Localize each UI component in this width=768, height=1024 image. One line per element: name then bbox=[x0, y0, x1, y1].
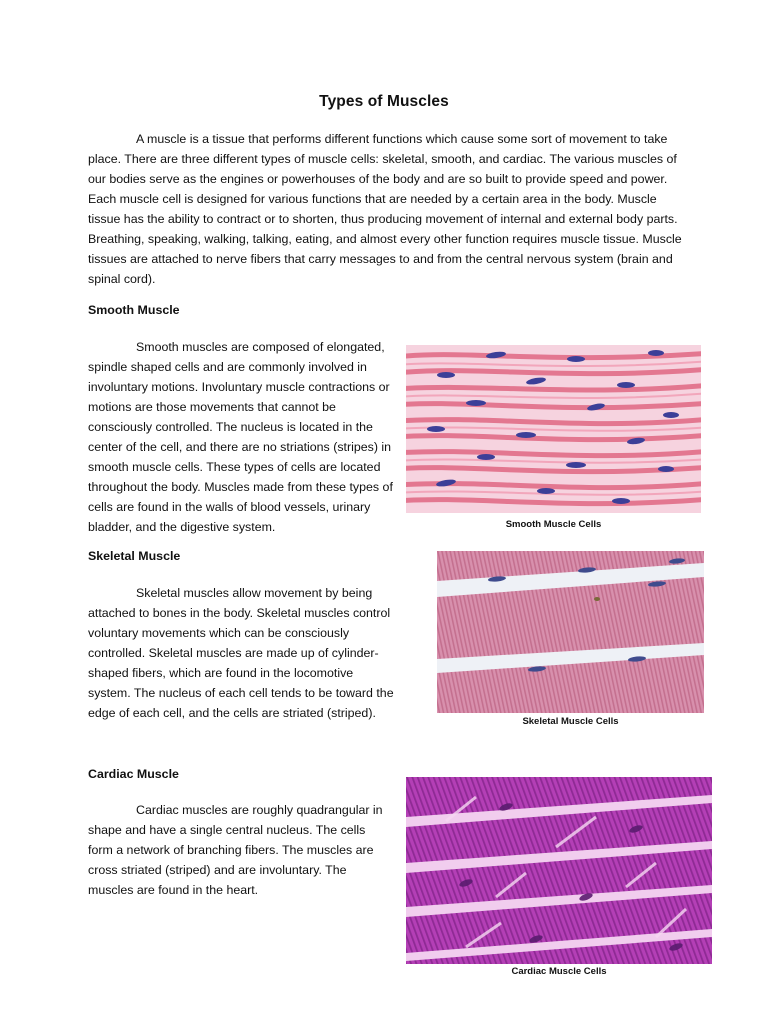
smooth-muscle-image bbox=[406, 345, 701, 513]
document-title: Types of Muscles bbox=[319, 93, 449, 110]
section-heading-smooth: Smooth Muscle bbox=[88, 303, 180, 317]
skeletal-muscle-micrograph bbox=[437, 551, 704, 713]
section-heading-skeletal: Skeletal Muscle bbox=[88, 549, 181, 563]
section-body-skeletal: Skeletal muscles allow movement by being attached to bones in the body. Skeletal muscles control voluntary movements which can be consciously controlled. Skeletal muscles are made up of cylinder-shaped fibers, which are found in the locomotive system. The nucleus of each cell tends to be toward the edge of each cell, and the cells are striated (striped). bbox=[88, 586, 394, 720]
smooth-muscle-micrograph bbox=[406, 345, 701, 513]
cardiac-muscle-image bbox=[406, 777, 712, 964]
section-body-smooth: Smooth muscles are composed of elongated, spindle shaped cells and are commonly involved in involuntary motions. Involuntary muscle contractions or motions are those movements that cannot be consciously controlled. The nucleus is located in the center of the cell, and there are no striations (stripes) in smooth muscle cells. These types of cells are located throughout the body. Muscles made from these types of cells are found in the walls of blood vessels, urinary bladder, and the digestive system. bbox=[88, 340, 393, 534]
caption-skeletal: Skeletal Muscle Cells bbox=[522, 716, 619, 727]
skeletal-muscle-image bbox=[437, 551, 704, 713]
caption-cardiac: Cardiac Muscle Cells bbox=[511, 966, 607, 977]
intro-paragraph: A muscle is a tissue that performs different functions which cause some sort of movement to take place. There are three different types of muscle cells: skeletal, smooth, and cardiac. The various muscles of our bodies serve as the engines or powerhouses of the body and are so built to provide speed and power. Each muscle cell is designed for various functions that are needed by a certain area in the body. Muscle tissue has the ability to contract or to shorten, thus producing movement of internal and external body parts. Breathing, speaking, walking, talking, eating, and almost every other function requires muscle tissue. Muscle tissues are attached to nerve fibers that carry messages to and from the central nervous system (brain and spinal cord). bbox=[88, 132, 682, 286]
section-body-cardiac: Cardiac muscles are roughly quadrangular in shape and have a single central nucleus. The cells form a network of branching fibers. The muscles are cross striated (striped) and are involuntary. The muscles are found in the heart. bbox=[88, 803, 383, 897]
caption-smooth: Smooth Muscle Cells bbox=[505, 519, 602, 530]
cardiac-muscle-micrograph bbox=[406, 777, 712, 964]
section-heading-cardiac: Cardiac Muscle bbox=[88, 767, 179, 781]
